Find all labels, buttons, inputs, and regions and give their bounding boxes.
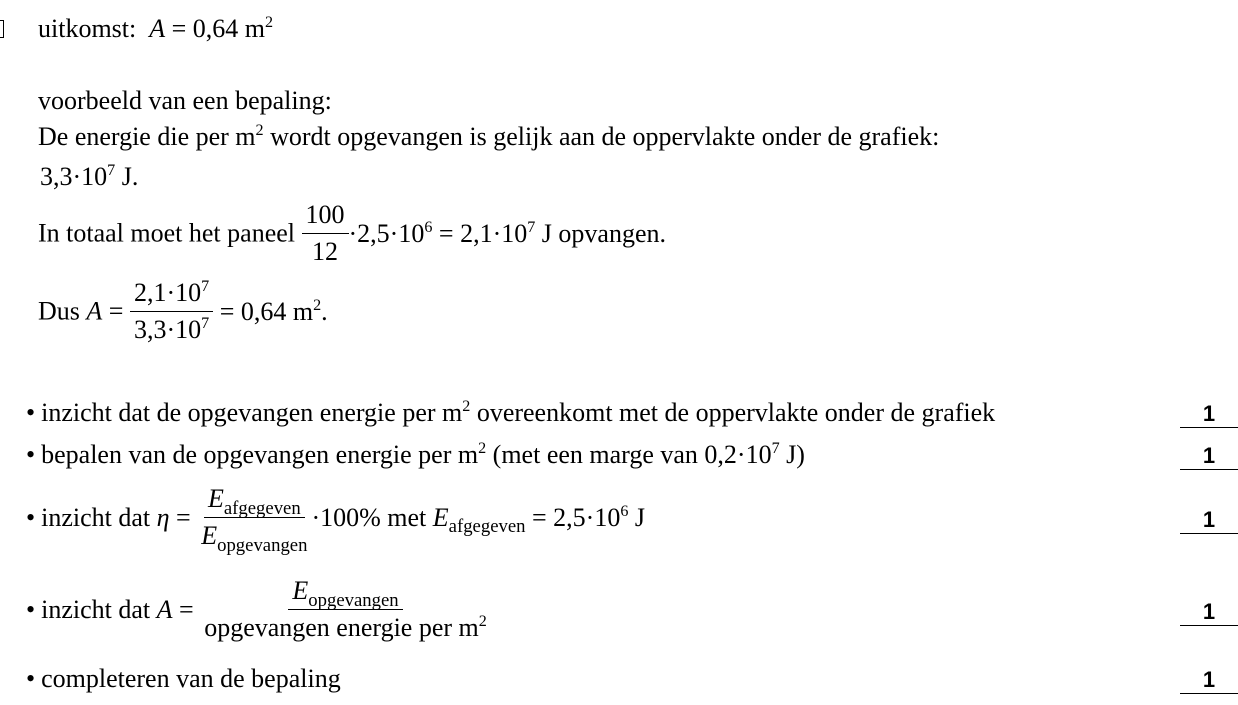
example-line2-exp: 7 bbox=[107, 162, 116, 180]
criterion-2-pre: bepalen van de opgevangen energie per m bbox=[41, 440, 479, 469]
criterion-3-post-exp: 6 bbox=[620, 502, 629, 520]
score-4: 1 bbox=[1180, 601, 1238, 626]
criterion-3-e2: E bbox=[432, 502, 449, 532]
fraction-denominator bbox=[200, 610, 491, 641]
example-line4-den: 3,3·10 bbox=[133, 315, 202, 344]
criterion-4-den-exp: 2 bbox=[478, 613, 487, 631]
criterion-3-eta: η bbox=[156, 502, 170, 532]
example-line3-pre: In totaal moet het paneel bbox=[38, 218, 302, 248]
bullet-icon: • bbox=[26, 398, 36, 427]
example-line3-a-exp: 6 bbox=[424, 218, 433, 236]
score-5: 1 bbox=[1180, 669, 1238, 694]
result-exp: 2 bbox=[265, 14, 274, 32]
example-line-2 bbox=[40, 164, 138, 190]
example-line-4 bbox=[38, 280, 328, 343]
criterion-2 bbox=[26, 442, 805, 468]
bullet-icon: • bbox=[26, 440, 36, 469]
example-line3-a: ·2,5·10 bbox=[348, 218, 425, 248]
criterion-2-mid: (met een marge van 0,2·10 bbox=[486, 440, 772, 469]
criterion-4-pre: inzicht dat bbox=[41, 594, 157, 624]
criterion-3-eq: = bbox=[169, 502, 198, 532]
example-line4-pre: Dus bbox=[38, 296, 87, 326]
score-1: 1 bbox=[1180, 403, 1238, 428]
fraction-area bbox=[130, 280, 213, 343]
fraction-area-formula bbox=[200, 578, 491, 641]
criterion-4-var: A bbox=[156, 594, 173, 624]
criterion-3-num-sub: afgegeven bbox=[223, 497, 301, 519]
criterion-4-num-sub: opgevangen bbox=[308, 589, 399, 611]
example-line4-den-exp: 7 bbox=[201, 315, 210, 333]
criterion-1 bbox=[26, 400, 995, 426]
criterion-1-pre: inzicht dat de opgevangen energie per m bbox=[41, 398, 463, 427]
criterion-1-post: overeenkomt met de oppervlakte onder de grafiek bbox=[470, 398, 996, 427]
bullet-icon: • bbox=[26, 664, 36, 693]
example-line2-unit: J. bbox=[115, 162, 139, 191]
example-line3-post: J opvangen. bbox=[535, 218, 666, 248]
result-var: A bbox=[149, 14, 166, 43]
fraction-numerator: 100 bbox=[302, 202, 349, 234]
fraction-denominator: 12 bbox=[312, 237, 339, 266]
criterion-5 bbox=[26, 666, 341, 692]
fraction-denominator bbox=[130, 312, 213, 343]
criterion-3 bbox=[26, 484, 646, 556]
criterion-3-e2-sub: afgegeven bbox=[448, 516, 526, 538]
fraction-100-12 bbox=[302, 202, 349, 265]
bullet-icon: • bbox=[26, 594, 36, 624]
criterion-4-num-e: E bbox=[292, 576, 309, 605]
checkbox-icon bbox=[0, 20, 4, 38]
example-line4-num-exp: 7 bbox=[201, 278, 210, 296]
score-2: 1 bbox=[1180, 445, 1238, 470]
example-line2-base: 3,3·10 bbox=[40, 162, 108, 191]
example-line1-post: wordt opgevangen is gelijk aan de oppervlakte onder de grafiek: bbox=[263, 122, 940, 151]
fraction-numerator bbox=[204, 486, 305, 518]
example-line3-b-exp: 7 bbox=[527, 218, 536, 236]
fraction-numerator bbox=[130, 280, 213, 312]
result-eq: = 0,64 m bbox=[165, 14, 266, 43]
example-line-3 bbox=[38, 202, 666, 265]
example-line1-exp: 2 bbox=[255, 122, 264, 140]
criterion-3-den-e: E bbox=[201, 521, 218, 550]
criterion-3-den-sub: opgevangen bbox=[217, 534, 308, 556]
example-line-1 bbox=[38, 124, 939, 150]
criterion-4-den: opgevangen energie per m bbox=[204, 613, 479, 642]
example-line4-num: 2,1·10 bbox=[133, 278, 202, 307]
criterion-3-unit: J bbox=[628, 502, 646, 532]
fraction-efficiency bbox=[197, 484, 311, 556]
bullet-icon: • bbox=[26, 502, 36, 532]
example-line4-var: A bbox=[86, 296, 103, 326]
criterion-5-text: completeren van de bepaling bbox=[41, 664, 341, 693]
example-line4-post: = 0,64 m bbox=[213, 296, 314, 326]
example-line4-eq: = bbox=[102, 296, 130, 326]
example-heading: voorbeeld van een bepaling: bbox=[38, 86, 332, 115]
result-label: uitkomst: bbox=[38, 14, 137, 43]
criterion-4-eq: = bbox=[172, 594, 201, 624]
example-line4-end: . bbox=[321, 296, 328, 326]
criterion-2-post: J) bbox=[779, 440, 805, 469]
criterion-3-num-e: E bbox=[207, 484, 224, 513]
criterion-3-pre: inzicht dat bbox=[41, 502, 157, 532]
result-line bbox=[38, 16, 273, 42]
criterion-1-exp: 2 bbox=[462, 398, 471, 416]
criterion-3-post: = 2,5·10 bbox=[525, 502, 621, 532]
fraction-numerator bbox=[288, 578, 402, 610]
fraction-denominator bbox=[197, 518, 311, 556]
score-3: 1 bbox=[1180, 509, 1238, 534]
criterion-4 bbox=[26, 578, 491, 641]
criterion-2-exp2: 7 bbox=[771, 440, 780, 458]
criterion-3-mid: ·100% met bbox=[311, 502, 433, 532]
criterion-2-exp: 2 bbox=[478, 440, 487, 458]
example-line1-pre: De energie die per m bbox=[38, 122, 256, 151]
example-line3-b: = 2,1·10 bbox=[432, 218, 528, 248]
example-line4-post-exp: 2 bbox=[313, 296, 322, 314]
